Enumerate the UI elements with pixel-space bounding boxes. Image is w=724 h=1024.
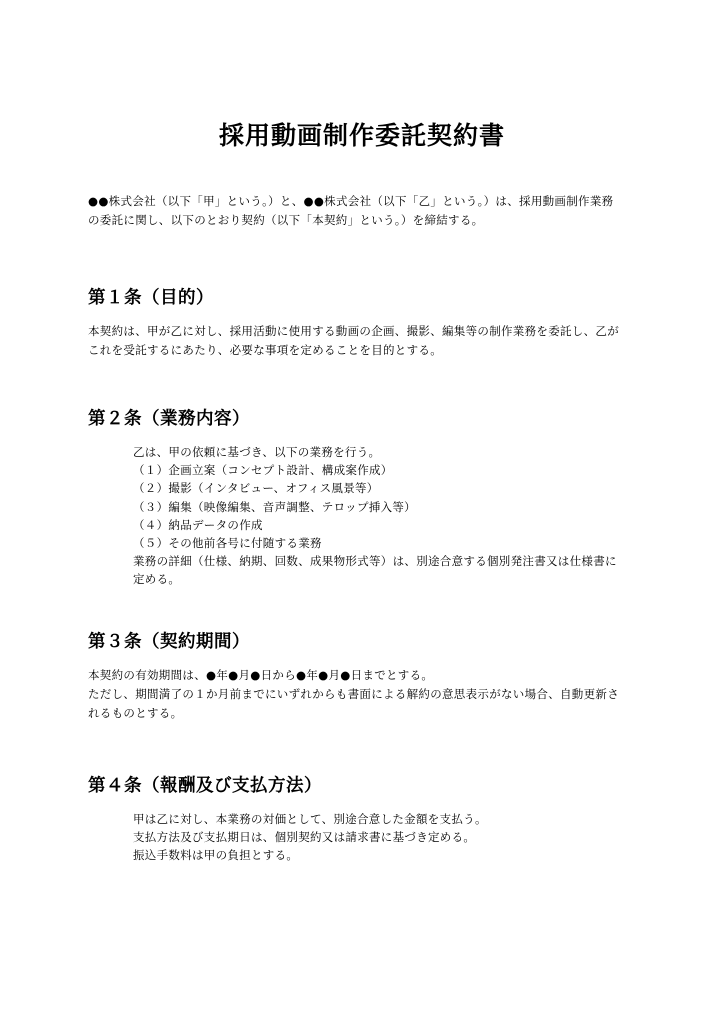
article2-line: 定める。 — [133, 572, 181, 587]
preamble-line: ●●株式会社（以下「甲」という。）と、●●株式会社（以下「乙」という。）は、採用動画制作業務 — [88, 194, 614, 208]
article1-heading: 第１条（目的） — [88, 288, 214, 308]
article1-line: これを受託するにあたり、必要な事項を定めることを目的とする。 — [88, 343, 442, 357]
article4-body — [133, 810, 653, 865]
document-title: 採用動画制作委託契約書 — [218, 121, 505, 150]
preamble — [88, 192, 648, 230]
article3-body — [88, 666, 648, 723]
article2-line: （５）その他前各号に付随する業務 — [133, 536, 322, 551]
article2-line: 業務の詳細（仕様、納期、回数、成果物形式等）は、別途合意する個別発注書又は仕様書に — [133, 554, 617, 569]
article2-line: 乙は、甲の依頼に基づき、以下の業務を行う。 — [133, 445, 381, 459]
article4-line: 甲は乙に対し、本業務の対価として、別途合意した金額を支払う。 — [133, 812, 487, 826]
article2-line: （３）編集（映像編集、音声調整、テロップ挿入等） — [133, 499, 416, 514]
article4-line: 支払方法及び支払期日は、個別契約又は請求書に基づき定める。 — [133, 830, 476, 845]
article2-line: （２）撮影（インタビュー、オフィス風景等） — [133, 481, 379, 496]
article4-heading: 第４条（報酬及び支払方法） — [88, 776, 322, 796]
article3-line: ただし、期間満了の１か月前までにいずれからも書面による解約の意思表示がない場合、自動更新さ — [88, 687, 619, 701]
article2-line: （１）企画立案（コンセプト設計、構成案作成） — [133, 463, 393, 478]
article2-line: （４）納品データの作成 — [133, 517, 263, 532]
article3-heading: 第３条（契約期間） — [88, 632, 250, 652]
article3-line: れるものとする。 — [88, 706, 183, 720]
article2-heading: 第２条（業務内容） — [88, 409, 250, 429]
article2-body — [133, 443, 653, 589]
article1-body — [88, 322, 648, 360]
preamble-line: の委託に関し、以下のとおり契約（以下「本契約」という。）を締結する。 — [88, 213, 484, 227]
article3-line: 本契約の有効期間は、●年●月●日から●年●月●日までとする。 — [88, 668, 434, 682]
article1-line: 本契約は、甲が乙に対し、採用活動に使用する動画の企画、撮影、編集等の制作業務を委託し、乙が — [88, 324, 619, 338]
article4-line: 振込手数料は甲の負担とする。 — [133, 848, 299, 863]
